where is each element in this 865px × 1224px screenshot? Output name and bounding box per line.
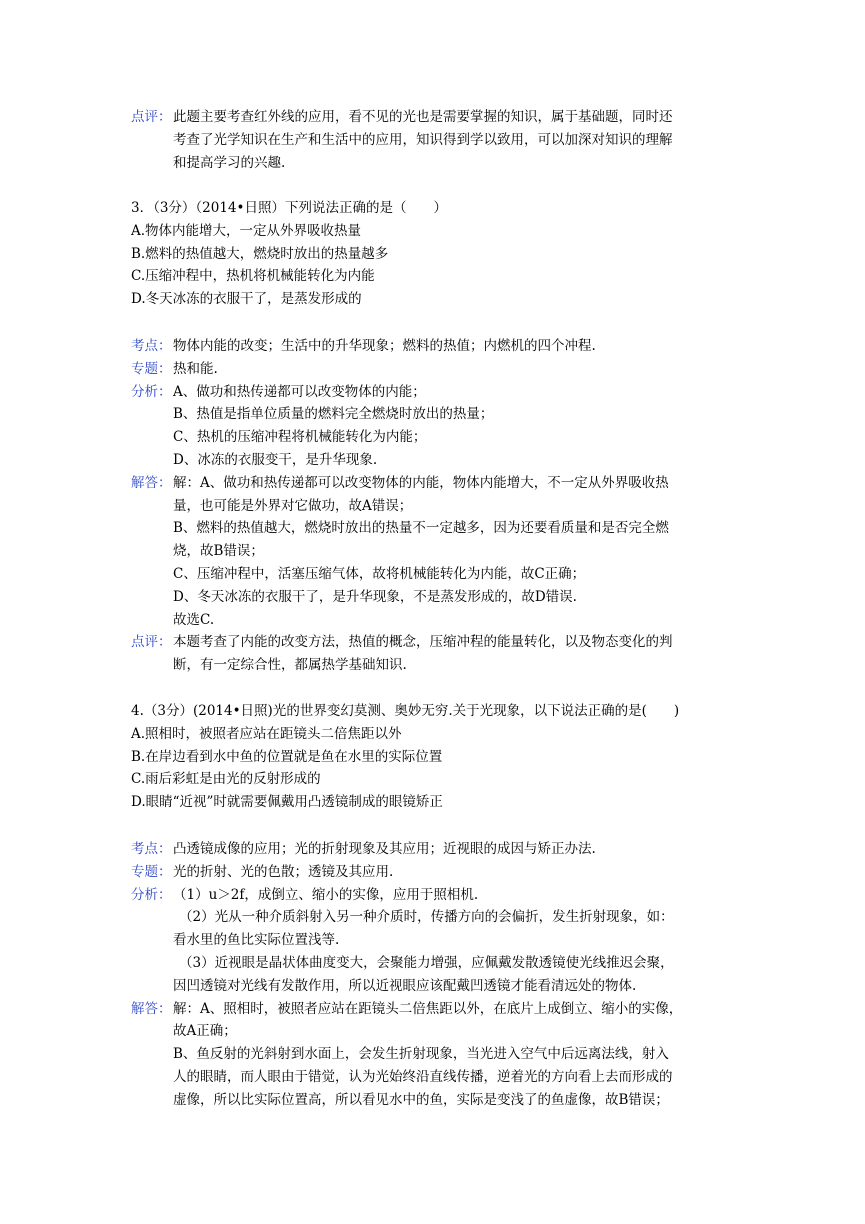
q3-question	[131, 197, 736, 311]
q3-jieda-label: 解答：	[131, 474, 172, 491]
q3-zhuanti-label: 专题：	[131, 360, 172, 377]
q3-fenxi-line: C、热机的压缩冲程将机械能转化为内能；	[173, 429, 427, 446]
q4-jieda-label: 解答：	[131, 1000, 172, 1017]
q3-jieda-line: 量，也可能是外界对它做功，故A错误；	[173, 497, 413, 514]
q3-dianping-line: 断，有一定综合性，都属热学基础知识.	[173, 657, 407, 674]
q4-zhuanti: 光的折射、光的色散；透镜及其应用.	[173, 863, 394, 880]
q2-comment	[131, 106, 736, 174]
q2-comment-line: 此题主要考查红外线的应用，看不见的光也是需要掌握的知识，属于基础题，同时还	[173, 109, 673, 125]
q3-fenxi-line: B、热值是指单位质量的燃料完全燃烧时放出的热量；	[173, 406, 494, 423]
q3-stem: 3．（3分）（2014•日照）下列说法正确的是（ ）	[131, 200, 447, 216]
q4-option-a: A.照相时，被照者应站在距镜头二倍焦距以外	[131, 725, 402, 742]
q4-fenxi-label: 分析：	[131, 886, 172, 903]
q4-kaodian: 凸透镜成像的应用；光的折射现象及其应用；近视眼的成因与矫正办法.	[173, 841, 596, 857]
q3-jieda-line: B、燃料的热值越大，燃烧时放出的热量不一定越多，因为还要看质量和是否完全燃	[173, 520, 669, 537]
q4-fenxi-line: 因凹透镜对光线有发散作用，所以近视眼应该配戴凹透镜才能看清远处的物体.	[173, 977, 637, 994]
q3-analysis	[131, 335, 736, 677]
q3-option-d: D.冬天冰冻的衣服干了，是蒸发形成的	[131, 291, 362, 308]
q4-fenxi-line: （1）u＞2f，成倒立、缩小的实像，应用于照相机.	[173, 886, 479, 903]
q4-option-c: C.雨后彩虹是由光的反射形成的	[131, 771, 321, 788]
q4-fenxi-line: 看水里的鱼比实际位置浅等.	[173, 932, 340, 949]
q4-fenxi-line: （3）近视眼是晶状体曲度变大，会聚能力增强，应佩戴发散透镜使光线推迟会聚，	[179, 954, 674, 971]
q4-kaodian-label: 考点：	[131, 841, 172, 857]
q3-dianping-label: 点评：	[131, 634, 172, 651]
q3-jieda-line: 故选C.	[173, 611, 215, 628]
q3-jieda-line: C、压缩冲程中，活塞压缩气体，故将机械能转化为内能，故C正确；	[173, 565, 586, 582]
q3-option-c: C.压缩冲程中，热机将机械能转化为内能	[131, 268, 375, 285]
q3-fenxi-line: D、冰冻的衣服变干，是升华现象.	[173, 451, 378, 468]
q3-dianping-line: 本题考查了内能的改变方法，热值的概念，压缩冲程的能量转化，以及物态变化的判	[173, 634, 673, 651]
q4-fenxi-line: （2）光从一种介质斜射入另一种介质时，传播方向的会偏折，发生折射现象，如：	[179, 909, 674, 926]
q2-comment-line: 和提高学习的兴趣.	[173, 154, 286, 171]
q3-option-b: B.燃料的热值越大，燃烧时放出的热量越多	[131, 245, 389, 262]
q4-jieda-line: B、鱼反射的光斜射到水面上，会发生折射现象，当光进入空气中后远离法线，射入	[173, 1046, 669, 1063]
q2-comment-line: 考查了光学知识在生产和生活中的应用，知识得到学以致用，可以加深对知识的理解	[173, 131, 673, 148]
q4-option-d: D.眼睛“近视”时就需要佩戴用凸透镜制成的眼镜矫正	[131, 794, 443, 811]
q4-jieda-line: 虚像，所以比实际位置高，所以看见水中的鱼，实际是变浅了的鱼虚像，故B错误；	[173, 1091, 669, 1108]
q3-fenxi-line: A、做功和热传递都可以改变物体的内能；	[173, 383, 426, 400]
q4-analysis	[131, 838, 736, 1112]
q3-fenxi-label: 分析：	[131, 383, 172, 400]
q4-zhuanti-label: 专题：	[131, 863, 172, 880]
q4-jieda-line: 解：A、照相时，被照者应站在距镜头二倍焦距以外，在底片上成倒立、缩小的实像，	[173, 1000, 683, 1017]
q3-jieda-line: 解：A、做功和热传递都可以改变物体的内能，物体内能增大，不一定从外界吸收热	[173, 474, 669, 491]
q3-kaodian: 物体内能的改变；生活中的升华现象；燃料的热值；内燃机的四个冲程.	[173, 338, 596, 354]
q3-option-a: A.物体内能增大，一定从外界吸收热量	[131, 222, 362, 239]
q4-stem: 4.（3分）(2014•日照)光的世界变幻莫测、奥妙无穷.关于光现象，以下说法正确的是( )	[131, 703, 680, 719]
q4-jieda-line: 故A正确；	[173, 1023, 237, 1040]
q4-jieda-line: 人的眼睛，而人眼由于错觉，认为光始终沿直线传播，逆着光的方向看上去而形成的	[173, 1068, 673, 1085]
q2-comment-label: 点评：	[131, 109, 172, 125]
q3-jieda-line: 烧，故B错误；	[173, 543, 264, 560]
q4-question	[131, 700, 736, 814]
q4-option-b: B.在岸边看到水中鱼的位置就是鱼在水里的实际位置	[131, 748, 443, 765]
q3-jieda-line: D、冬天冰冻的衣服干了，是升华现象，不是蒸发形成的，故D错误.	[173, 588, 577, 605]
q3-zhuanti: 热和能.	[173, 360, 218, 377]
q3-kaodian-label: 考点：	[131, 338, 172, 354]
